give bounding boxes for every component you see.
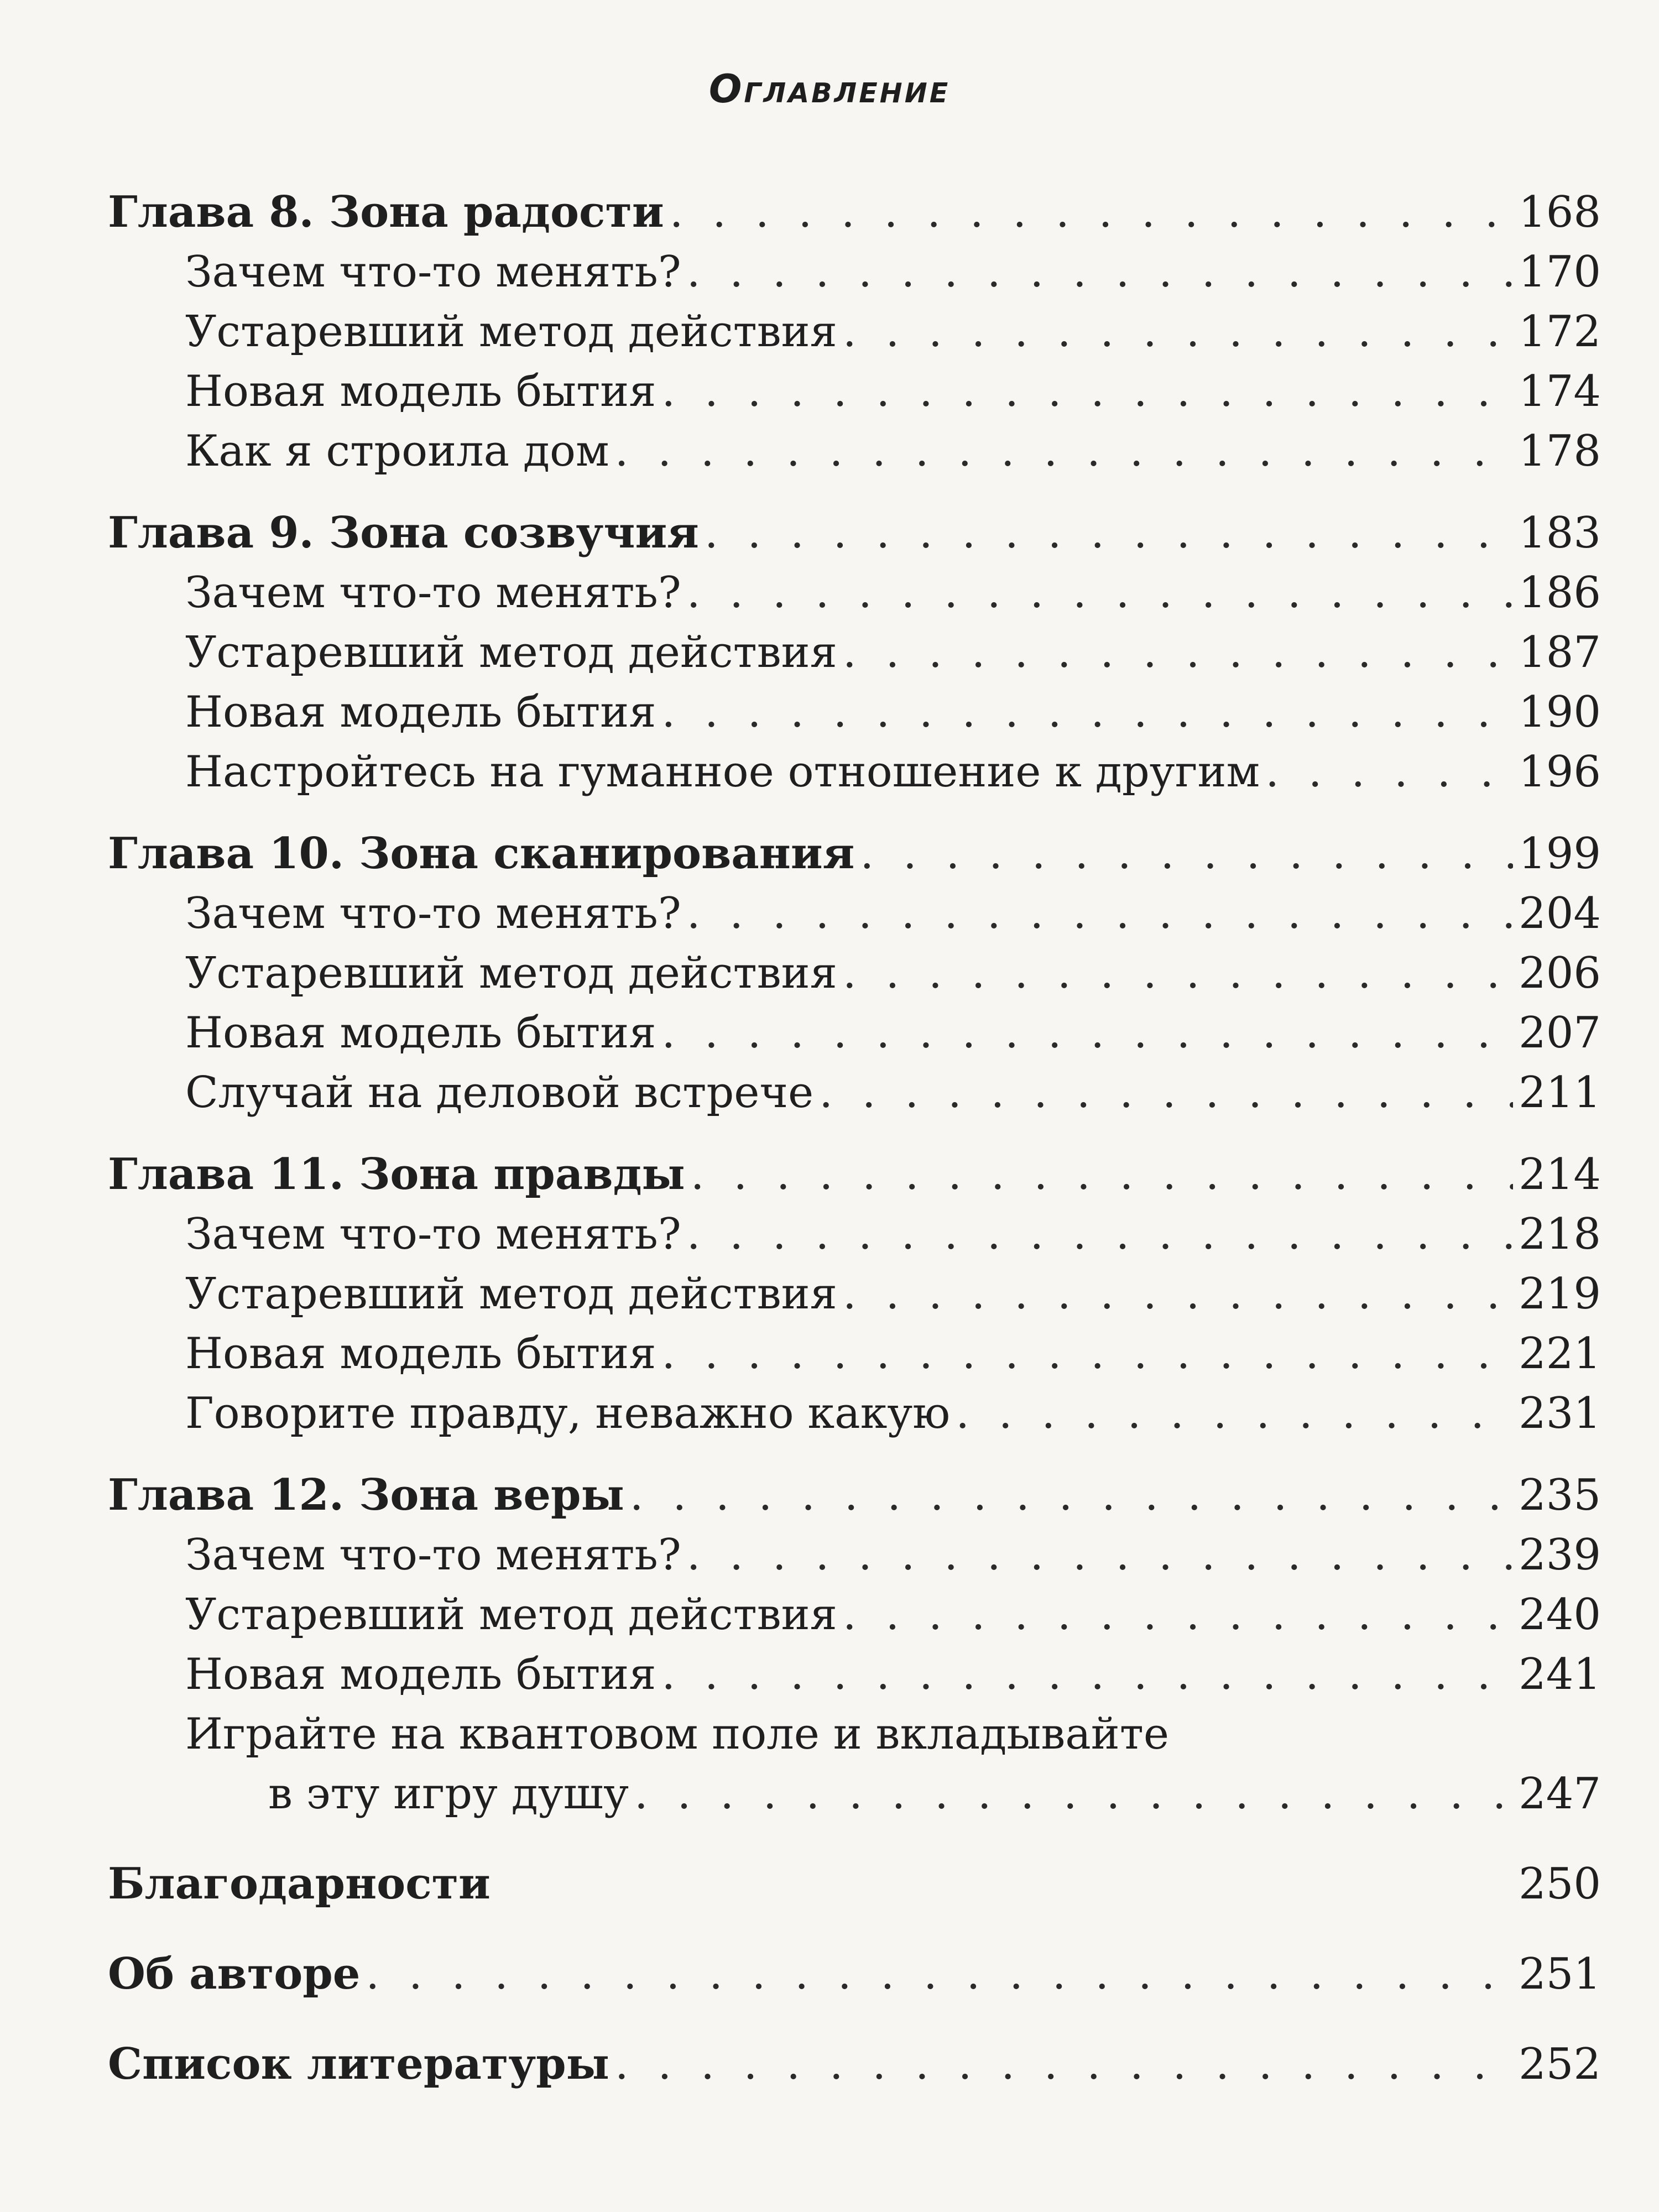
- toc-page-number: 250: [1519, 1859, 1601, 1909]
- toc-entry-title: Говорите правду, неважно какую: [185, 1389, 951, 1438]
- toc-section-entry[interactable]: [108, 1525, 1601, 1585]
- dot-leader: [1265, 742, 1513, 802]
- dot-leader: [691, 1145, 1513, 1204]
- toc-entry-title: Новая модель бытия: [185, 1008, 656, 1058]
- dot-leader: [860, 824, 1513, 884]
- toc-entry-title: Устаревший метод действия: [185, 628, 837, 677]
- toc-page-number: 247: [1519, 1769, 1601, 1819]
- toc-section-entry[interactable]: [108, 1003, 1601, 1063]
- toc-page-number: 211: [1519, 1068, 1601, 1118]
- toc-chapter-entry[interactable]: [108, 503, 1601, 563]
- toc-page-number: 235: [1519, 1470, 1601, 1520]
- dot-leader: [661, 362, 1513, 421]
- toc-entry-title: Об авторе: [108, 1949, 361, 1999]
- dot-leader: [687, 1204, 1513, 1264]
- toc-page-number: 241: [1519, 1650, 1601, 1699]
- toc-page-number: 187: [1519, 628, 1601, 677]
- dot-leader: [819, 1063, 1513, 1123]
- toc-page-number: 174: [1519, 367, 1601, 416]
- toc-section-entry[interactable]: [108, 1384, 1601, 1443]
- toc-page-number: 207: [1519, 1008, 1601, 1058]
- toc-entry-title: Новая модель бытия: [185, 1329, 656, 1379]
- dot-leader: [366, 1944, 1513, 2004]
- toc-section-entry[interactable]: [108, 682, 1601, 742]
- toc-section-entry[interactable]: [108, 742, 1601, 802]
- dot-leader: [661, 682, 1513, 742]
- dot-leader: [705, 503, 1513, 563]
- dot-leader: [687, 563, 1513, 623]
- toc-section-entry[interactable]: [108, 563, 1601, 623]
- toc-section-entry[interactable]: [108, 943, 1601, 1003]
- dot-leader: [634, 1764, 1513, 1824]
- dot-leader: [843, 1264, 1513, 1324]
- toc-section-entry[interactable]: [108, 1063, 1601, 1123]
- toc-entry-title: Зачем что-то менять?: [185, 1530, 681, 1580]
- toc-page-number: 240: [1519, 1590, 1601, 1640]
- toc-section-entry[interactable]: [108, 1704, 1601, 1764]
- toc-page-number: 178: [1519, 426, 1601, 476]
- toc-section-entry-continuation[interactable]: [108, 1764, 1601, 1824]
- dot-leader: [843, 943, 1513, 1003]
- toc-page-number: 199: [1519, 829, 1601, 879]
- toc-page-number: 196: [1519, 747, 1601, 797]
- toc-entry-title: в эту игру душу: [268, 1769, 629, 1819]
- toc-page-number: 231: [1519, 1389, 1601, 1438]
- toc-section-entry[interactable]: [108, 242, 1601, 302]
- toc-chapter-entry[interactable]: [108, 824, 1601, 884]
- toc-section-entry[interactable]: [108, 1264, 1601, 1324]
- toc-chapter-entry[interactable]: [108, 1145, 1601, 1204]
- toc-entry-title: Как я строила дом: [185, 426, 609, 476]
- toc-entry-title: Зачем что-то менять?: [185, 247, 681, 297]
- toc-section-entry[interactable]: [108, 1645, 1601, 1704]
- toc-entry-title: Список литературы: [108, 2039, 609, 2089]
- toc-entry-title: Устаревший метод действия: [185, 1590, 837, 1640]
- toc-section-entry[interactable]: [108, 1324, 1601, 1384]
- dot-leader: [687, 242, 1513, 302]
- toc-page-number: 190: [1519, 687, 1601, 737]
- dot-leader: [670, 182, 1513, 242]
- toc-entry-title: Настройтесь на гуманное отношение к другим: [185, 747, 1260, 797]
- toc-entry-title: Новая модель бытия: [185, 1650, 656, 1699]
- dot-leader: [687, 1525, 1513, 1585]
- toc-page-number: 172: [1519, 307, 1601, 357]
- toc-page-number: 206: [1519, 948, 1601, 998]
- dot-leader: [615, 2034, 1513, 2094]
- dot-leader: [615, 421, 1513, 481]
- toc-entry-title: Глава 12. Зона веры: [108, 1470, 624, 1520]
- toc-page-number: 239: [1519, 1530, 1601, 1580]
- dot-leader: [661, 1324, 1513, 1384]
- toc-entry-title: Случай на деловой встрече: [185, 1068, 814, 1118]
- toc-section-entry[interactable]: [108, 623, 1601, 682]
- toc-page-number: 170: [1519, 247, 1601, 297]
- toc-entry-title: Устаревший метод действия: [185, 307, 837, 357]
- toc-chapter-entry[interactable]: [108, 182, 1601, 242]
- toc-page-number: 219: [1519, 1269, 1601, 1319]
- toc-entry-title: Глава 11. Зона правды: [108, 1149, 685, 1199]
- toc-entry-title: Зачем что-то менять?: [185, 568, 681, 618]
- page-heading: Оглавление: [708, 66, 951, 112]
- toc-entry-title: Зачем что-то менять?: [185, 1209, 681, 1259]
- dot-leader: [843, 623, 1513, 682]
- toc-page-number: 204: [1519, 889, 1601, 938]
- toc-page-number: 168: [1519, 187, 1601, 237]
- toc-page-number: 221: [1519, 1329, 1601, 1379]
- dot-leader: [843, 302, 1513, 362]
- toc-page-number: 252: [1519, 2039, 1601, 2089]
- toc-page-number: 186: [1519, 568, 1601, 618]
- toc-entry-title: Глава 10. Зона сканирования: [108, 828, 855, 879]
- toc-section-entry[interactable]: [108, 302, 1601, 362]
- toc-entry-title: Новая модель бытия: [185, 367, 656, 416]
- toc-page-number: 251: [1519, 1949, 1601, 1999]
- dot-leader: [630, 1465, 1513, 1525]
- toc-chapter-entry[interactable]: [108, 2034, 1601, 2094]
- toc-entry-title: Благодарности: [108, 1859, 491, 1909]
- toc-entry-title: Устаревший метод действия: [185, 948, 837, 998]
- toc-entry-title: Зачем что-то менять?: [185, 889, 681, 938]
- toc-section-entry[interactable]: [108, 362, 1601, 421]
- toc-page-number: 214: [1519, 1150, 1601, 1199]
- dot-leader: [687, 884, 1513, 943]
- dot-leader: [843, 1585, 1513, 1645]
- dot-leader: [661, 1645, 1513, 1704]
- toc-chapter-entry[interactable]: [108, 1944, 1601, 2004]
- dot-leader: [956, 1384, 1513, 1443]
- toc-chapter-entry[interactable]: [108, 1854, 1601, 1914]
- toc-section-entry[interactable]: [108, 421, 1601, 481]
- toc-page-number: 183: [1519, 508, 1601, 558]
- toc-entry-title: Глава 8. Зона радости: [108, 187, 664, 237]
- toc-entry-title: Новая модель бытия: [185, 687, 656, 737]
- toc-entry-title: Глава 9. Зона созвучия: [108, 508, 699, 558]
- toc-chapter-entry[interactable]: [108, 1465, 1601, 1525]
- toc-section-entry[interactable]: [108, 1204, 1601, 1264]
- toc-page-number: 218: [1519, 1209, 1601, 1259]
- toc-entry-title: Играйте на квантовом поле и вкладывайте: [185, 1709, 1170, 1759]
- toc-entry-title: Устаревший метод действия: [185, 1269, 837, 1319]
- dot-leader: [661, 1003, 1513, 1063]
- toc-section-entry[interactable]: [108, 884, 1601, 943]
- toc-section-entry[interactable]: [108, 1585, 1601, 1645]
- table-of-contents: [108, 182, 1601, 2094]
